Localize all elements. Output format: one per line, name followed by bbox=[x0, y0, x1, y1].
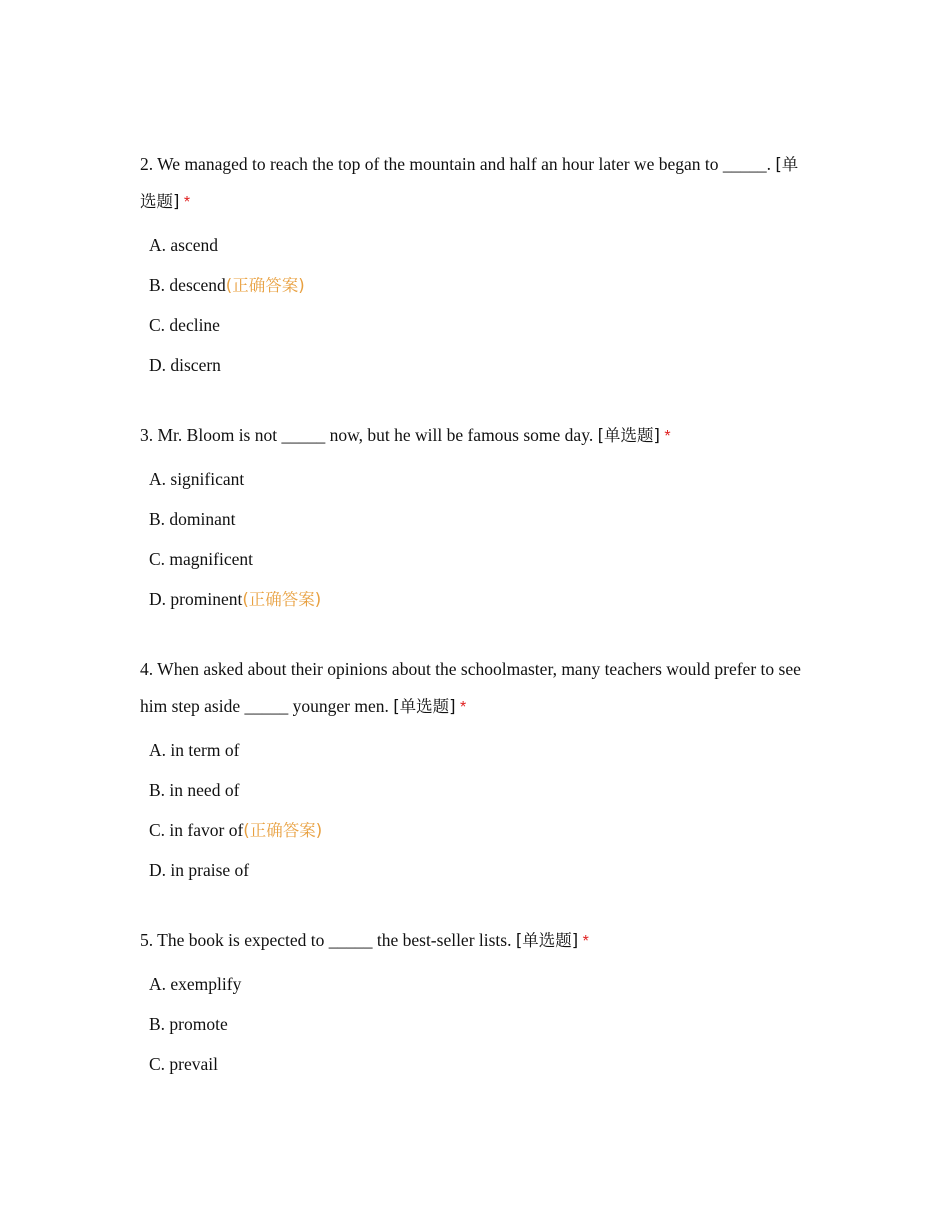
correct-answer-mark: (正确答案) bbox=[225, 276, 305, 295]
question-title bbox=[140, 651, 805, 726]
question-5 bbox=[140, 922, 805, 1084]
option-label: A. ascend bbox=[149, 235, 219, 255]
question-text: 5. The book is expected to _____ the best-seller lists. bbox=[140, 930, 512, 950]
correct-answer-mark: (正确答案) bbox=[242, 590, 322, 609]
question-text: 4. When asked about their opinions about the schoolmaster, many teachers would prefer to see him step aside _____ younger men. bbox=[140, 659, 801, 716]
correct-answer-mark: (正确答案) bbox=[243, 821, 323, 840]
option-a[interactable] bbox=[149, 459, 805, 499]
required-mark: * bbox=[664, 428, 671, 445]
question-spacer bbox=[140, 890, 805, 922]
option-a[interactable] bbox=[149, 730, 805, 770]
option-d[interactable] bbox=[149, 579, 805, 619]
option-label: B. dominant bbox=[149, 509, 236, 529]
option-label: C. in favor of bbox=[149, 820, 244, 840]
option-list bbox=[140, 225, 805, 385]
question-3 bbox=[140, 417, 805, 619]
option-b[interactable] bbox=[149, 1004, 805, 1044]
option-c[interactable] bbox=[149, 305, 805, 345]
option-label: B. descend bbox=[149, 275, 226, 295]
option-label: D. in praise of bbox=[149, 860, 250, 880]
question-spacer bbox=[140, 619, 805, 651]
question-type-label: [单选题] bbox=[515, 931, 579, 950]
required-mark: * bbox=[459, 699, 467, 716]
option-c[interactable] bbox=[149, 539, 805, 579]
option-b[interactable] bbox=[149, 499, 805, 539]
option-label: C. decline bbox=[149, 315, 220, 335]
option-b[interactable] bbox=[149, 265, 805, 305]
question-title bbox=[140, 922, 805, 960]
option-label: B. in need of bbox=[149, 780, 240, 800]
question-text: 2. We managed to reach the top of the mountain and half an hour later we began to _____. bbox=[140, 154, 771, 174]
option-label: D. discern bbox=[149, 355, 221, 375]
option-label: A. exemplify bbox=[149, 974, 242, 994]
option-a[interactable] bbox=[149, 225, 805, 265]
option-a[interactable] bbox=[149, 964, 805, 1004]
option-c[interactable] bbox=[149, 810, 805, 850]
question-title bbox=[140, 417, 805, 455]
option-list bbox=[140, 459, 805, 619]
option-label: B. promote bbox=[149, 1014, 228, 1034]
question-type-label: [单选题] bbox=[393, 697, 456, 716]
option-list bbox=[140, 964, 805, 1084]
option-c[interactable] bbox=[149, 1044, 805, 1084]
question-text: 3. Mr. Bloom is not _____ now, but he will be famous some day. bbox=[140, 425, 594, 445]
question-type-label: [单选题] bbox=[140, 155, 799, 211]
question-title bbox=[140, 146, 805, 221]
question-type-label: [单选题] bbox=[597, 426, 660, 445]
option-label: C. prevail bbox=[149, 1054, 219, 1074]
option-label: D. prominent bbox=[149, 589, 243, 609]
option-d[interactable] bbox=[149, 850, 805, 890]
option-list bbox=[140, 730, 805, 890]
required-mark: * bbox=[582, 933, 589, 950]
option-b[interactable] bbox=[149, 770, 805, 810]
option-label: A. significant bbox=[149, 469, 245, 489]
option-d[interactable] bbox=[149, 345, 805, 385]
option-label: C. magnificent bbox=[149, 549, 254, 569]
question-2 bbox=[140, 146, 805, 385]
survey-page bbox=[140, 146, 805, 1084]
required-mark: * bbox=[183, 194, 191, 211]
option-label: A. in term of bbox=[149, 740, 240, 760]
question-4 bbox=[140, 651, 805, 890]
question-spacer bbox=[140, 385, 805, 417]
